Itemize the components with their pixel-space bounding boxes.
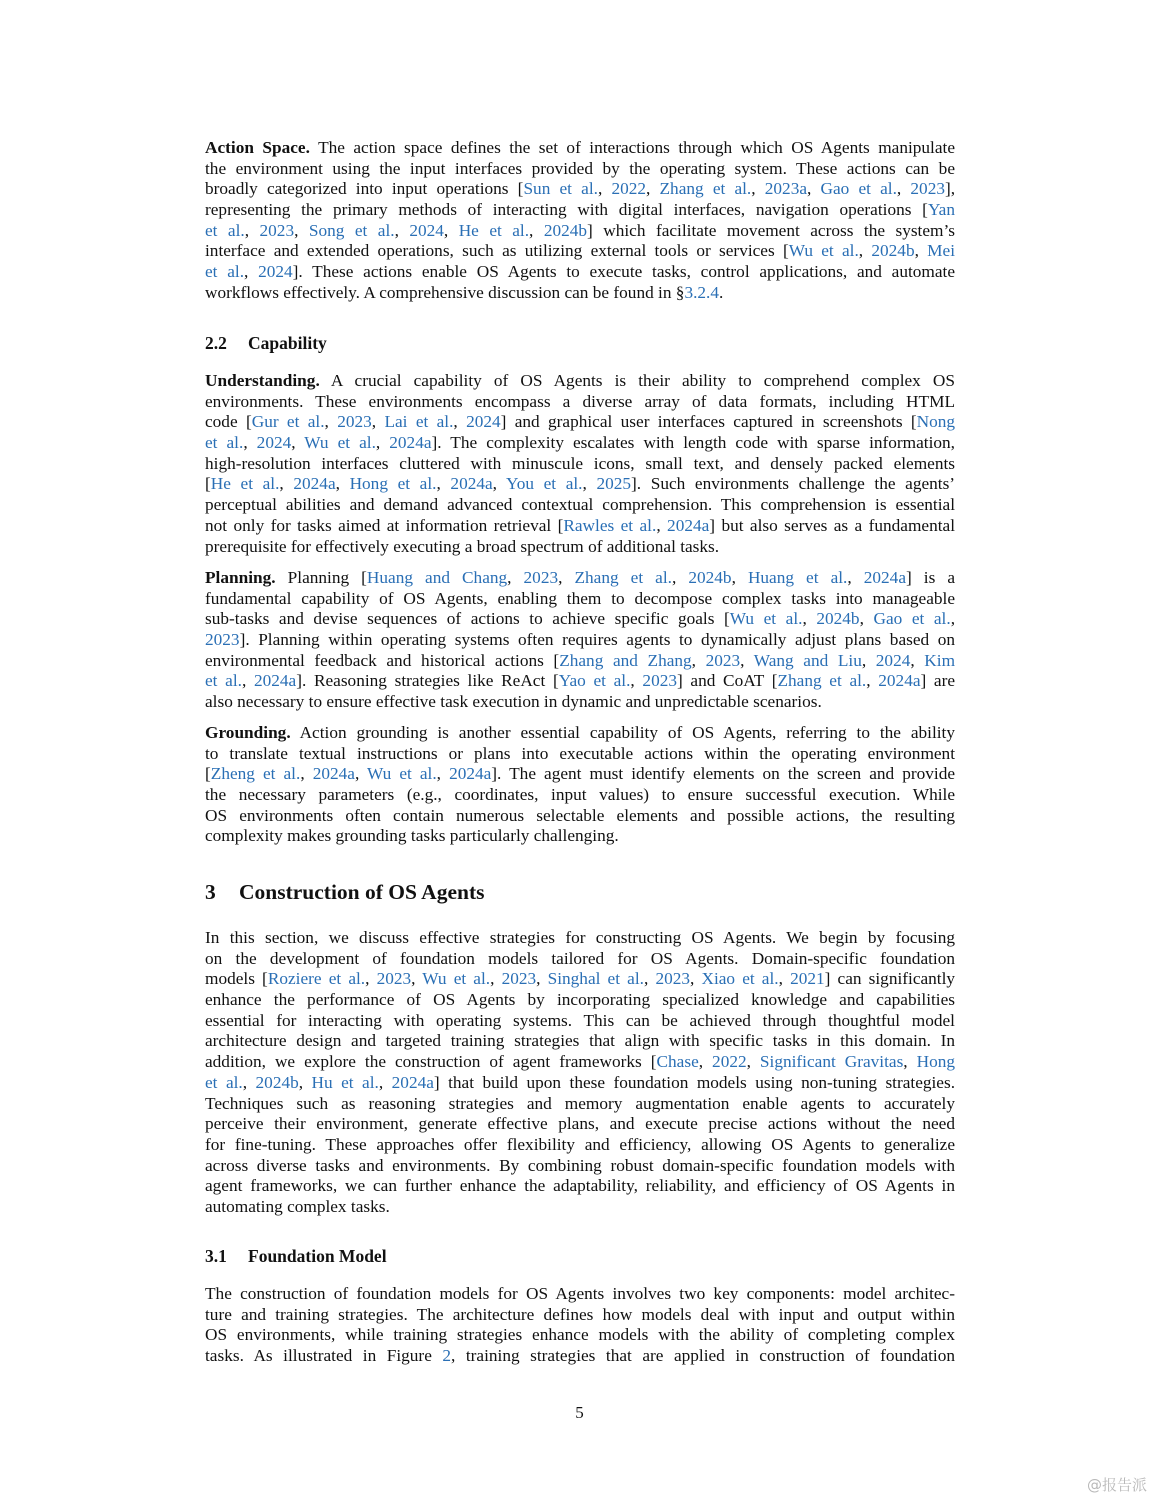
text-line xyxy=(205,179,955,200)
citation-link[interactable]: 2024b xyxy=(255,1072,299,1092)
citation-link[interactable]: 2024b xyxy=(871,241,915,261)
text-line xyxy=(205,671,955,692)
text-line xyxy=(205,1052,955,1073)
text-line xyxy=(205,433,955,454)
text-run: ] that build upon these foundation models using non-tuning strategies. xyxy=(433,1072,955,1092)
text-run: , xyxy=(244,262,259,282)
text-line xyxy=(205,454,955,475)
text-line xyxy=(205,990,955,1011)
citation-link[interactable]: Hong et al. xyxy=(349,474,437,494)
citation-link[interactable]: Mei xyxy=(927,241,955,261)
citation-link[interactable]: 2022 xyxy=(611,179,646,199)
text-run: models [ xyxy=(205,969,268,989)
citation-link[interactable]: Wu et al. xyxy=(729,609,803,629)
paragraph-lead-title: Action Space. xyxy=(205,138,310,157)
text-run: , xyxy=(630,671,643,691)
text-line xyxy=(205,138,955,159)
text-run: , xyxy=(365,969,377,989)
text-run: , xyxy=(597,179,612,199)
citation-link[interactable]: 2023 xyxy=(501,969,537,989)
text-run: , xyxy=(335,474,350,494)
text-run: fundamental capability of OS Agents, enabling them to decompose complex tasks into manageable xyxy=(205,588,955,608)
citation-link[interactable]: Wu et al. xyxy=(788,241,859,261)
text-run: addition, we explore the construction of agent frameworks [ xyxy=(205,1052,657,1072)
text-run: environments. These environments encompass a diverse array of data formats, including HTML xyxy=(205,391,955,411)
citation-link[interactable]: Chase xyxy=(656,1052,699,1072)
text-run: representing the primary methods of interacting with digital interfaces, navigation operations [ xyxy=(205,200,928,220)
paragraph-grounding xyxy=(205,723,955,847)
citation-link[interactable]: Roziere et al. xyxy=(267,969,366,989)
text-run: ]. Planning within operating systems often requires agents to dynamically adjust plans based on xyxy=(239,630,955,650)
text-line xyxy=(205,1197,955,1218)
text-line xyxy=(205,568,955,589)
text-run: perceptual abilities and demand advanced contextual comprehension. This comprehension is essential xyxy=(205,495,955,515)
text-run: ], xyxy=(944,179,955,199)
text-run: , xyxy=(646,179,660,199)
citation-link[interactable]: Lai et al. xyxy=(384,412,454,432)
text-run: , xyxy=(529,220,544,240)
text-run: Planning [ xyxy=(287,568,367,587)
text-run: , xyxy=(691,650,706,670)
text-line xyxy=(205,806,955,827)
watermark: @报告派 xyxy=(1086,1476,1147,1494)
citation-link[interactable]: et al. xyxy=(205,220,245,240)
text-line xyxy=(205,412,955,433)
text-run: , xyxy=(242,1072,256,1092)
paragraph-lead-title: Understanding. xyxy=(205,371,320,390)
text-line xyxy=(205,1011,955,1032)
citation-link[interactable]: You et al. xyxy=(505,474,583,494)
text-run: , xyxy=(807,179,821,199)
text-run: workflows effectively. A comprehensive discussion can be found in § xyxy=(205,282,685,302)
citation-link[interactable]: Significant Gravitas xyxy=(759,1052,904,1072)
text-run: ] and CoAT [ xyxy=(676,671,778,691)
paragraph-lead-title: Planning. xyxy=(205,568,276,587)
text-line xyxy=(205,371,955,392)
text-run: , xyxy=(582,474,597,494)
text-line xyxy=(205,1073,955,1094)
text-line xyxy=(205,221,955,242)
text-line xyxy=(205,1305,955,1326)
citation-link[interactable]: 2023 xyxy=(910,179,945,199)
text-run: ] and graphical user interfaces captured in screenshots [ xyxy=(500,412,917,432)
text-line xyxy=(205,1346,955,1367)
text-run: , xyxy=(731,568,748,587)
text-run: , xyxy=(910,650,925,670)
text-run: [ xyxy=(205,474,211,494)
text-run: across diverse tasks and environments. By combining robust domain-specific foundation models with xyxy=(205,1155,955,1175)
citation-link[interactable]: 2024b xyxy=(543,220,588,240)
citation-link[interactable]: Song et al. xyxy=(308,220,395,240)
text-run: , xyxy=(861,650,876,670)
text-run: agent frameworks, we can further enhance the adaptability, reliability, and efficiency of OS Agents in xyxy=(205,1176,955,1196)
citation-link[interactable]: He et al. xyxy=(210,474,280,494)
text-run: enhance the performance of OS Agents by incorporating specialized knowledge and capabilities xyxy=(205,990,955,1010)
citation-link[interactable]: Zheng et al. xyxy=(210,764,301,784)
text-run: , xyxy=(751,179,765,199)
text-run: , xyxy=(914,241,928,261)
text-run: ]. Such environments challenge the agents’ xyxy=(631,474,955,494)
text-run: , xyxy=(802,609,817,629)
text-line xyxy=(205,200,955,221)
text-line xyxy=(205,949,955,970)
citation-link[interactable]: 2021 xyxy=(790,969,825,989)
text-run: , xyxy=(324,412,338,432)
text-run: The construction of foundation models for OS Agents involves two key components: model architec- xyxy=(205,1284,955,1303)
text-run: automating complex tasks. xyxy=(205,1196,390,1216)
citation-link[interactable]: 2024a xyxy=(391,1072,434,1092)
paragraph-planning xyxy=(205,568,955,713)
citation-link[interactable]: Gao et al. xyxy=(873,609,951,629)
citation-link[interactable]: Zhang et al. xyxy=(659,179,752,199)
text-line xyxy=(205,392,955,413)
citation-link[interactable]: 2023a xyxy=(764,179,807,199)
section-number: 2.2 xyxy=(205,333,227,353)
text-run: , xyxy=(453,412,467,432)
text-run: , xyxy=(394,220,410,240)
text-run: , xyxy=(950,609,955,629)
citation-link[interactable]: Wu et al. xyxy=(367,764,437,784)
text-run: the necessary parameters (e.g., coordinates, input values) to ensure successful execution. While xyxy=(205,785,955,805)
text-run: , xyxy=(558,568,575,587)
citation-link[interactable]: 2023 xyxy=(376,969,412,989)
text-run: , xyxy=(291,433,305,453)
citation-link[interactable]: 2023 xyxy=(205,630,240,650)
text-run: complexity makes grounding tasks particularly challenging. xyxy=(205,826,619,846)
text-run: ]. The complexity escalates with length code with sparse information, xyxy=(431,433,955,453)
citation-link[interactable]: 2024 xyxy=(466,412,501,432)
section-title: Foundation Model xyxy=(248,1246,387,1266)
text-run: , xyxy=(378,1072,392,1092)
text-line xyxy=(205,630,955,651)
text-run: the environment using the input interfaces provided by the operating system. These actions can be xyxy=(205,158,955,178)
text-run: , xyxy=(300,764,313,784)
citation-link[interactable]: et al. xyxy=(205,671,242,691)
text-line xyxy=(205,826,955,847)
text-run: OS environments often contain numerous selectable elements and possible actions, the resulting xyxy=(205,805,955,825)
citation-link[interactable]: Gur et al. xyxy=(251,412,325,432)
citation-link[interactable]: Xiao et al. xyxy=(701,969,779,989)
text-line xyxy=(205,969,955,990)
text-run: , xyxy=(492,474,506,494)
citation-link[interactable]: Wang and Liu xyxy=(753,650,862,670)
text-run: ]. Reasoning strategies like ReAct [ xyxy=(296,671,559,691)
text-run: ]. The agent must identify elements on the screen and provide xyxy=(491,764,955,784)
citation-link[interactable]: 2024a xyxy=(450,474,493,494)
text-run: essential for interacting with operating systems. This can be achieved through thoughtful model xyxy=(205,1010,955,1030)
text-line xyxy=(205,1114,955,1135)
citation-link[interactable]: Zhang et al. xyxy=(777,671,867,691)
text-run: OS environments, while training strategies enhance models with the ability of completing complex xyxy=(205,1325,955,1345)
citation-link[interactable]: 2 xyxy=(442,1346,452,1366)
text-run: , xyxy=(371,412,385,432)
text-run: , xyxy=(643,969,656,989)
text-line xyxy=(205,589,955,610)
text-line xyxy=(205,1156,955,1177)
text-run: , xyxy=(536,969,548,989)
text-run: prerequisite for effectively executing a broad spectrum of additional tasks. xyxy=(205,536,720,556)
text-run: ]. These actions enable OS Agents to execute tasks, control applications, and automate xyxy=(292,262,955,282)
text-line xyxy=(205,474,955,495)
text-line xyxy=(205,609,955,630)
text-run: , xyxy=(778,969,791,989)
text-run: , xyxy=(436,764,450,784)
citation-link[interactable]: 2024b xyxy=(816,609,860,629)
text-run: for fine-tuning. These approaches offer flexibility and efficiency, allowing OS Agents to generalize xyxy=(205,1134,955,1154)
text-line xyxy=(205,1176,955,1197)
section-number: 3.1 xyxy=(205,1246,227,1266)
text-run: , xyxy=(244,220,260,240)
citation-link[interactable]: 3.2.4 xyxy=(684,282,720,302)
text-run: , xyxy=(847,568,864,587)
citation-link[interactable]: 2024a xyxy=(863,568,906,587)
text-run: , xyxy=(690,969,702,989)
citation-link[interactable]: Huang et al. xyxy=(747,568,848,587)
section-heading-3 xyxy=(205,879,484,905)
text-line xyxy=(205,283,955,304)
text-run: , xyxy=(375,433,390,453)
paragraph-action-space xyxy=(205,138,955,304)
citation-link[interactable]: 2024b xyxy=(688,568,732,587)
text-run: , xyxy=(243,433,257,453)
citation-link[interactable]: Nong xyxy=(916,412,955,432)
text-run: , xyxy=(859,609,874,629)
citation-link[interactable]: 2024a xyxy=(449,764,492,784)
text-run: In this section, we discuss effective strategies for constructing OS Agents. We begin by focusing xyxy=(205,928,955,947)
text-line xyxy=(205,1031,955,1052)
text-run: , xyxy=(298,1072,312,1092)
text-line xyxy=(205,785,955,806)
text-line xyxy=(205,1325,955,1346)
citation-link[interactable]: 2023 xyxy=(655,969,690,989)
text-line xyxy=(205,651,955,672)
citation-link[interactable]: 2025 xyxy=(596,474,632,494)
paragraph-foundation-model xyxy=(205,1284,955,1367)
text-run: ] can significantly xyxy=(824,969,955,989)
citation-link[interactable]: Singhal et al. xyxy=(547,969,644,989)
text-run: sub-tasks and devise sequences of actions to achieve specific goals [ xyxy=(205,609,730,629)
text-line xyxy=(205,241,955,262)
text-line xyxy=(205,1284,955,1305)
citation-link[interactable]: 2024a xyxy=(253,671,297,691)
citation-link[interactable]: 2023 xyxy=(705,650,741,670)
text-run: , xyxy=(746,1052,760,1072)
text-run: not only for tasks aimed at information retrieval [ xyxy=(205,515,564,535)
text-line xyxy=(205,262,955,283)
text-run: architecture design and targeted training strategies that align with specific tasks in this domain. In xyxy=(205,1031,955,1051)
citation-link[interactable]: 2022 xyxy=(712,1052,747,1072)
text-run: , xyxy=(656,515,668,535)
text-run: to translate textual instructions or plans into executable actions within the operating environment xyxy=(205,743,955,763)
citation-link[interactable]: 2024a xyxy=(389,433,432,453)
text-run: , xyxy=(698,1052,713,1072)
citation-link[interactable]: Zhang and Zhang xyxy=(559,650,692,670)
text-line xyxy=(205,495,955,516)
citation-link[interactable]: 2024 xyxy=(258,262,293,282)
citation-link[interactable]: Wu et al. xyxy=(304,433,376,453)
section-title: Construction of OS Agents xyxy=(239,880,485,904)
citation-link[interactable]: et al. xyxy=(205,262,245,282)
text-run: , xyxy=(903,1052,917,1072)
text-run: , xyxy=(279,474,294,494)
text-run: ] are xyxy=(920,671,955,691)
text-run: , xyxy=(294,220,309,240)
section-number: 3 xyxy=(205,880,216,904)
text-run: , xyxy=(858,241,872,261)
text-run: . xyxy=(719,282,724,302)
citation-link[interactable]: Hong xyxy=(916,1052,955,1072)
citation-link[interactable]: Hu et al. xyxy=(311,1072,379,1092)
text-run: [ xyxy=(205,764,211,784)
paragraph-section-3-intro xyxy=(205,928,955,1218)
citation-link[interactable]: 2024a xyxy=(667,515,710,535)
citation-link[interactable]: Zhang et al. xyxy=(574,568,672,587)
citation-link[interactable]: Rawles et al. xyxy=(563,515,657,535)
text-run: Action grounding is another essential capability of OS Agents, referring to the ability xyxy=(299,723,955,742)
text-run: perceive their environment, generate effective plans, and execute precise actions without the need xyxy=(205,1114,955,1134)
citation-link[interactable]: 2023 xyxy=(642,671,677,691)
text-run: ] is a xyxy=(905,568,955,587)
citation-link[interactable]: 2023 xyxy=(337,412,372,432)
text-run: also necessary to ensure effective task execution in dynamic and unpredictable scenarios. xyxy=(205,692,822,712)
text-run: high-resolution interfaces cluttered with minuscule icons, small text, and densely packed elements xyxy=(205,453,955,473)
citation-link[interactable]: 2024a xyxy=(293,474,336,494)
text-run: , xyxy=(740,650,754,670)
text-run: , xyxy=(896,179,911,199)
text-line xyxy=(205,1135,955,1156)
text-run: , xyxy=(507,568,524,587)
citation-link[interactable]: 2024 xyxy=(409,220,444,240)
text-run: , xyxy=(241,671,254,691)
text-run: , xyxy=(411,969,423,989)
text-run: ] but also serves as a fundamental xyxy=(709,515,955,535)
text-run: Techniques such as reasoning strategies and memory augmentation enable agents to accurately xyxy=(205,1093,955,1113)
text-line xyxy=(205,537,955,558)
text-line xyxy=(205,159,955,180)
citation-link[interactable]: Kim xyxy=(924,650,955,670)
text-run: ] which facilitate movement across the system’s xyxy=(587,220,955,240)
section-heading-2-2 xyxy=(205,332,327,354)
citation-link[interactable]: 2023 xyxy=(259,220,295,240)
text-run: ture and training strategies. The architecture defines how models deal with input and output within xyxy=(205,1304,955,1324)
paragraph-lead-title: Grounding. xyxy=(205,723,291,742)
text-line xyxy=(205,692,955,713)
text-run: , xyxy=(671,568,689,587)
citation-link[interactable]: Gao et al. xyxy=(820,179,897,199)
citation-link[interactable]: Sun et al. xyxy=(523,179,598,199)
section-heading-3-1 xyxy=(205,1245,387,1267)
page-number: 5 xyxy=(575,1403,584,1422)
citation-link[interactable]: Yan xyxy=(927,200,955,220)
citation-link[interactable]: Yao et al. xyxy=(558,671,631,691)
text-run: , xyxy=(354,764,368,784)
citation-link[interactable]: 2024 xyxy=(875,650,911,670)
text-run: broadly categorized into input operations [ xyxy=(205,179,524,199)
text-line xyxy=(205,516,955,537)
text-run: , xyxy=(866,671,879,691)
text-line xyxy=(205,1094,955,1115)
text-run: The action space defines the set of interactions through which OS Agents manipulate xyxy=(318,138,955,157)
text-line xyxy=(205,723,955,744)
text-run: on the development of foundation models tailored for OS Agents. Domain-specific foundation xyxy=(205,948,955,968)
text-line xyxy=(205,744,955,765)
text-run: , training strategies that are applied in construction of foundation xyxy=(451,1346,955,1366)
text-line xyxy=(205,764,955,785)
paragraph-understanding xyxy=(205,371,955,557)
citation-link[interactable]: He et al. xyxy=(458,220,530,240)
text-line xyxy=(205,928,955,949)
citation-link[interactable]: Huang and Chang xyxy=(366,568,508,587)
section-title: Capability xyxy=(248,333,327,353)
text-run: environmental feedback and historical actions [ xyxy=(205,650,560,670)
text-run: , xyxy=(443,220,459,240)
text-run: tasks. As illustrated in Figure xyxy=(205,1346,443,1366)
citation-link[interactable]: et al. xyxy=(205,433,244,453)
citation-link[interactable]: 2023 xyxy=(523,568,559,587)
text-run: , xyxy=(436,474,451,494)
citation-link[interactable]: 2024 xyxy=(256,433,292,453)
citation-link[interactable]: Wu et al. xyxy=(422,969,491,989)
text-run: , xyxy=(490,969,502,989)
citation-link[interactable]: 2024a xyxy=(878,671,921,691)
text-run: code [ xyxy=(205,412,252,432)
citation-link[interactable]: 2024a xyxy=(312,764,355,784)
citation-link[interactable]: et al. xyxy=(205,1072,243,1092)
text-run: interface and extended operations, such as utilizing external tools or services [ xyxy=(205,241,789,261)
text-run: A crucial capability of OS Agents is their ability to comprehend complex OS xyxy=(330,371,955,390)
